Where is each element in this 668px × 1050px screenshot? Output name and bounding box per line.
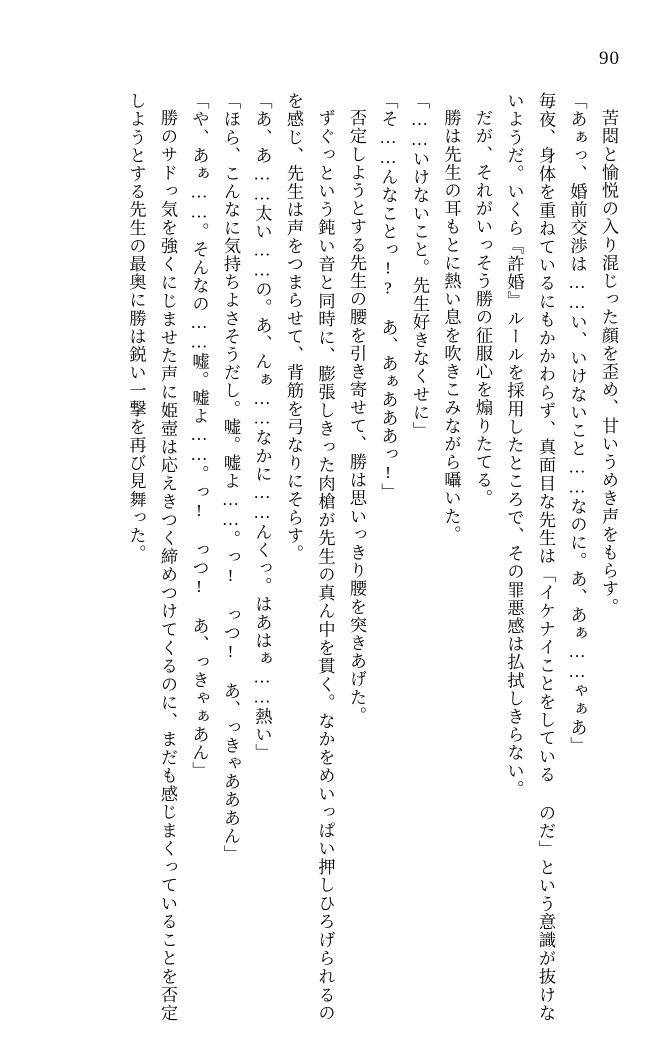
paragraph: 「や、あぁ……。そんなの……嘘。嘘よ……。っ! っつ! あ、っきゃぁあん」 xyxy=(189,92,209,780)
paragraph: 「ほら、こんなに気持ちよさそうだし。嘘。嘘よ……。っ! っつ! あ、っきゃあああん」 xyxy=(221,92,240,863)
paragraph: 否定しようとする先生の腰を引き寄せて、勝は思いっきり腰を突きあげた。 xyxy=(347,109,366,725)
page-number: 90 xyxy=(599,48,620,69)
paragraph: ずぐっという鈍い音と同時に、膨張しきった肉槍が先生の真ん中を貫く。なかをめいっぱい押しひろげられるのを感じ、先生は声をつまらせて、背筋を弓なりにそらす。 xyxy=(284,92,335,1022)
paragraph: 「……いけないこと。先生好きなくせに」 xyxy=(410,92,429,440)
paragraph: 勝は先生の耳もとに熱い息を吹きこみながら囁いた。 xyxy=(441,109,461,544)
paragraph: 「あ、あ……太い……の。あ、んぁ……なかに……んくっ。はあはぁ……熱い」 xyxy=(252,92,272,762)
page-text-body xyxy=(36,92,624,1022)
paragraph: 「あぁっ、婚前交渉は……い、いけないこと……なのに。あ、あぁ……ゃぁあ」 xyxy=(567,92,587,755)
paragraph: 毎夜、身体を重ねているにもかかわらず、真面目な先生は「イケナイことをしている のだ」という意識が抜けないようだ。いくら『許婚』ルールを採用したところで、その罪悪感は払拭しきらない。 xyxy=(504,92,555,1022)
paragraph: 苦悶と愉悦の入り混じった顔を歪め、甘いうめき声をもらす。 xyxy=(599,109,618,616)
paragraph: 「そ……んなことっ!? あ、あぁあああっ!」 xyxy=(378,92,398,501)
paragraph: だが、それがいっそう勝の征服心を煽りたてる。 xyxy=(473,109,492,508)
paragraph: 勝のサドっ気を強くにじませた声に姫壺は応えきつく締めつけてくるのに、まだも感じまくっていることを否定しようとする先生の最奥に勝は鋭い一撃を再び見舞った。 xyxy=(126,92,177,1022)
